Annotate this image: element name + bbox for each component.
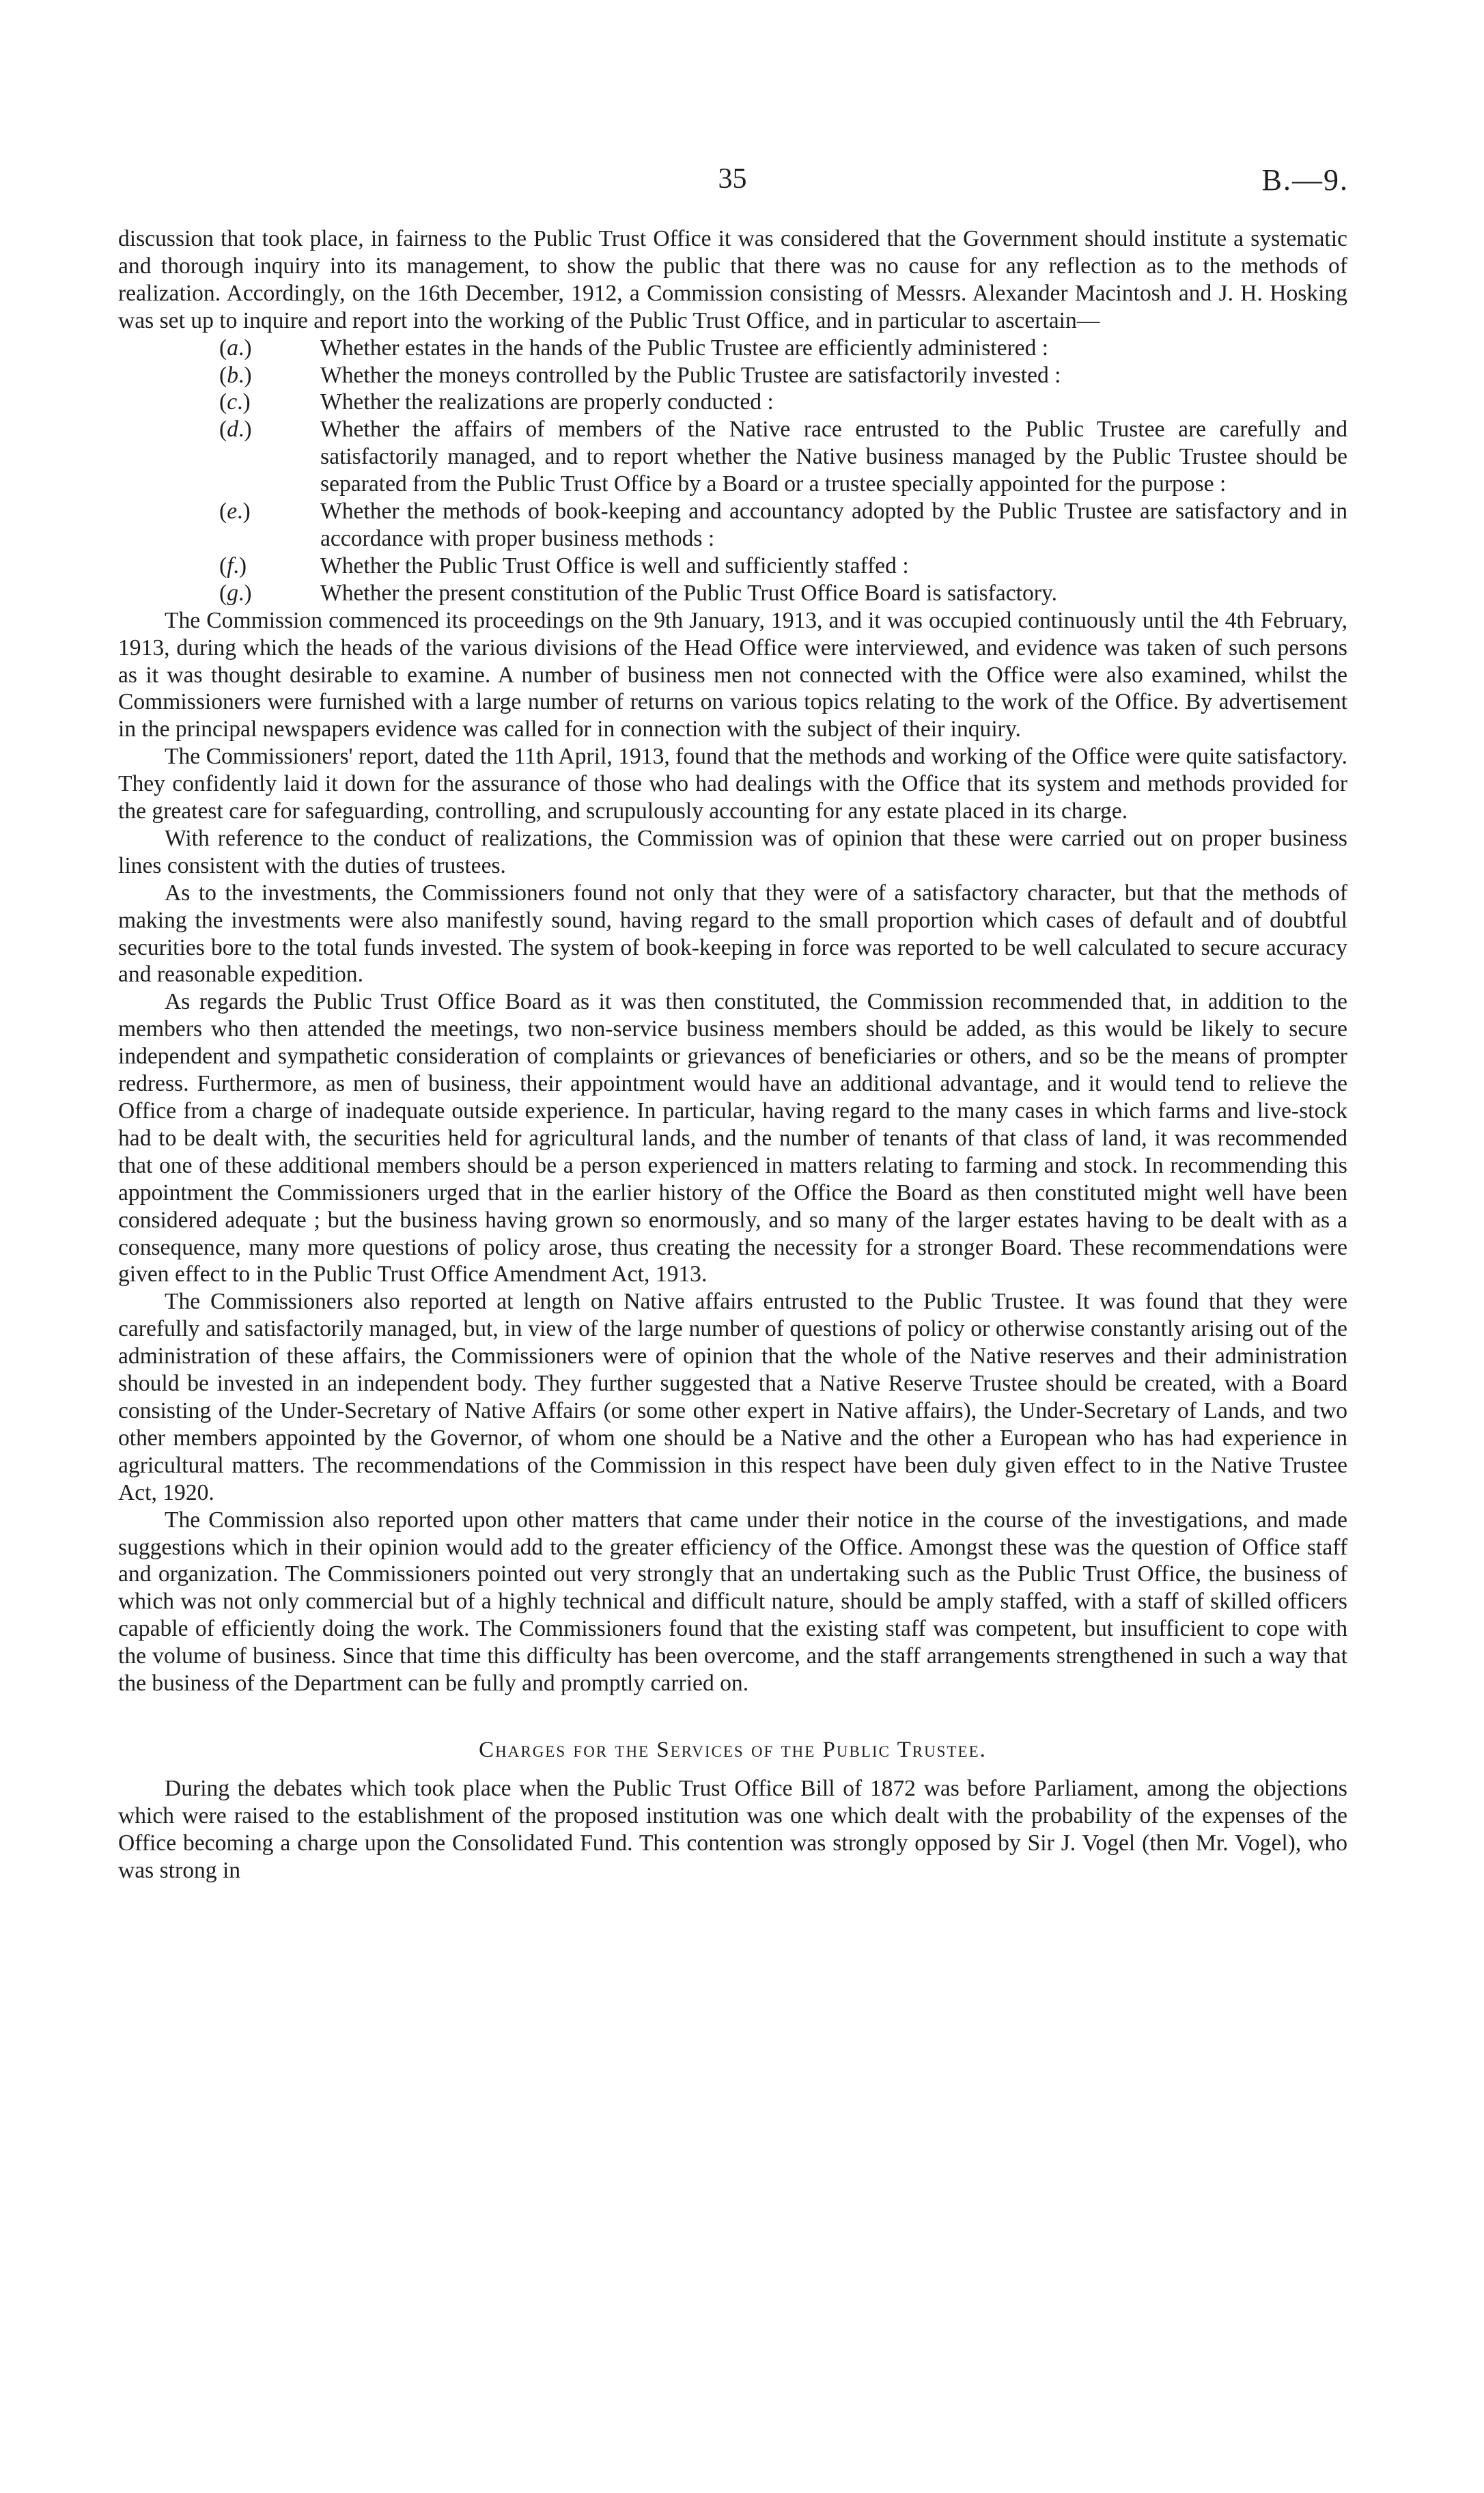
inquiry-list <box>118 335 1347 607</box>
paper-reference: B.—9. <box>1261 163 1349 197</box>
body-paragraph: As regards the Public Trust Office Board as it was then constituted, the Commission recommended that, in addition to the members who then attended the meetings, two non-service business members should be added, as this would be likely to secure independent and sympathetic consideration of complaints or grievances of beneficiaries or others, and so be the means of prompter redress. Furthermore, as men of business, their appointment would have an additional advantage, and it would tend to relieve the Office from a charge of inadequate outside experience. In particular, having regard to the many cases in which farms and live-stock had to be dealt with, the securities held for agricultural lands, and the number of tenants of that class of land, it was recommended that one of these additional members should be a person experienced in matters relating to farming and stock. In recommending this appointment the Commissioners urged that in the earlier history of the Office the Board as then constituted might well have been considered adequate ; but the business having grown so enormously, and so many of the larger estates having to be dealt with as a consequence, many more questions of policy arose, thus creating the necessity for a stronger Board. These recommendations were given effect to in the Public Trust Office Amendment Act, 1913. <box>118 989 1347 1287</box>
body-paragraph: The Commission also reported upon other matters that came under their notice in the course of the investigations, and made suggestions which in their opinion would add to the greater efficiency of the Office. Amongst these was the question of Office staff and organization. The Commissioners pointed out very strongly that an undertaking such as the Public Trust Office, the business of which was not only commercial but of a highly technical and difficult nature, should be amply staffed, with a staff of skilled officers capable of efficiently doing the work. The Commissioners found that the existing staff was competent, but insufficient to cope with the volume of business. Since that time this difficulty has been overcome, and the staff arrangements strengthened in such a way that the business of the Department can be fully and promptly carried on. <box>118 1507 1347 1697</box>
inquiry-item <box>118 498 1347 553</box>
inquiry-item <box>118 580 1347 607</box>
section-heading: Charges for the Services of the Public Trustee. <box>479 1737 987 1762</box>
final-paragraph: During the debates which took place when the Public Trust Office Bill of 1872 was before Parliament, among the objections which were raised to the establishment of the proposed institution was one which dealt with the probability of the expenses of the Office becoming a charge upon the Consolidated Fund. This contention was strongly opposed by Sir J. Vogel (then Mr. Vogel), who was strong in <box>118 1775 1347 1883</box>
page-number: 35 <box>718 163 747 195</box>
inquiry-item-text: Whether the present constitution of the Public Trust Office Board is satisfactory. <box>320 580 1057 606</box>
inquiry-item-label: (g.) <box>219 580 252 606</box>
inquiry-item-text: Whether the realizations are properly conducted : <box>320 389 774 415</box>
inquiry-item <box>118 416 1347 498</box>
body-paragraph: With reference to the conduct of realizations, the Commission was of opinion that these were carried out on proper business lines consistent with the duties of trustees. <box>118 825 1347 878</box>
inquiry-item-label: (f.) <box>219 553 247 579</box>
inquiry-item-label: (a.) <box>219 335 252 361</box>
inquiry-item <box>118 389 1347 416</box>
inquiry-item-label: (d.) <box>219 417 252 443</box>
inquiry-item-text: Whether the Public Trust Office is well and sufficiently staffed : <box>320 553 909 579</box>
intro-paragraph: discussion that took place, in fairness to the Public Trust Office it was considered that the Government should institute a systematic and thorough inquiry into its management, to show the public that there was no cause for any reflection as to the methods of realization. Accordingly, on the 16th December, 1912, a Commission consisting of Messrs. Alexander Macintosh and J. H. Hosking was set up to inquire and report into the working of the Public Trust Office, and in particular to ascertain— <box>118 226 1347 333</box>
inquiry-item-text: Whether the methods of book-keeping and accountancy adopted by the Public Trustee are satisfactory and in accordance with proper business methods : <box>320 499 1347 551</box>
inquiry-item-label: (e.) <box>219 499 251 525</box>
body-paragraph: The Commissioners' report, dated the 11th April, 1913, found that the methods and working of the Office were quite satisfactory. They confidently laid it down for the assurance of those who had dealings with the Office that its system and methods provided for the greatest care for safeguarding, controlling, and scrupulously accounting for any estate placed in its charge. <box>118 744 1347 824</box>
inquiry-item <box>118 362 1347 389</box>
inquiry-item-label: (b.) <box>219 362 252 388</box>
document-body <box>118 225 1347 1884</box>
inquiry-item-text: Whether estates in the hands of the Public Trustee are efficiently administered : <box>320 335 1049 361</box>
body-paragraph: The Commission commenced its proceedings on the 9th January, 1913, and it was occupied continuously until the 4th February, 1913, during which the heads of the various divisions of the Head Office were interviewed, and evidence was taken of such persons as it was thought desirable to examine. A number of business men not connected with the Office were also examined, whilst the Commissioners were furnished with a large number of returns on various topics relating to the work of the Office. By advertisement in the principal newspapers evidence was called for in connection with the subject of their inquiry. <box>118 607 1347 742</box>
inquiry-item-text: Whether the moneys controlled by the Public Trustee are satisfactorily invested : <box>320 362 1061 388</box>
page-header <box>116 163 1349 210</box>
inquiry-item <box>118 335 1347 362</box>
inquiry-item-text: Whether the affairs of members of the Native race entrusted to the Public Trustee are carefully and satisfactorily managed, and to report whether the Native business managed by the Public Trustee should be separated from the Public Trust Office by a Board or a trustee specially appointed for the purpose : <box>320 417 1347 497</box>
body-paragraph: As to the investments, the Commissioners found not only that they were of a satisfactory character, but that the methods of making the investments were also manifestly sound, having regard to the small proportion which cases of default and of doubtful securities bore to the total funds invested. The system of book-keeping in force was reported to be well calculated to secure accuracy and reasonable expedition. <box>118 880 1347 988</box>
inquiry-item-label: (c.) <box>219 389 251 415</box>
body-paragraph: The Commissioners also reported at length on Native affairs entrusted to the Public Trustee. It was found that they were carefully and satisfactorily managed, but, in view of the large number of questions of policy or otherwise constantly arising out of the administration of these affairs, the Commissioners were of opinion that the whole of the Native reserves and their administration should be invested in an independent body. They further suggested that a Native Reserve Trustee should be created, with a Board consisting of the Under-Secretary of Native Affairs (or some other expert in Native affairs), the Under-Secretary of Lands, and two other members appointed by the Governor, of whom one should be a Native and the other a European who has had experience in agricultural matters. The recommendations of the Commission in this respect have been duly given effect to in the Native Trustee Act, 1920. <box>118 1289 1347 1505</box>
inquiry-item <box>118 553 1347 580</box>
